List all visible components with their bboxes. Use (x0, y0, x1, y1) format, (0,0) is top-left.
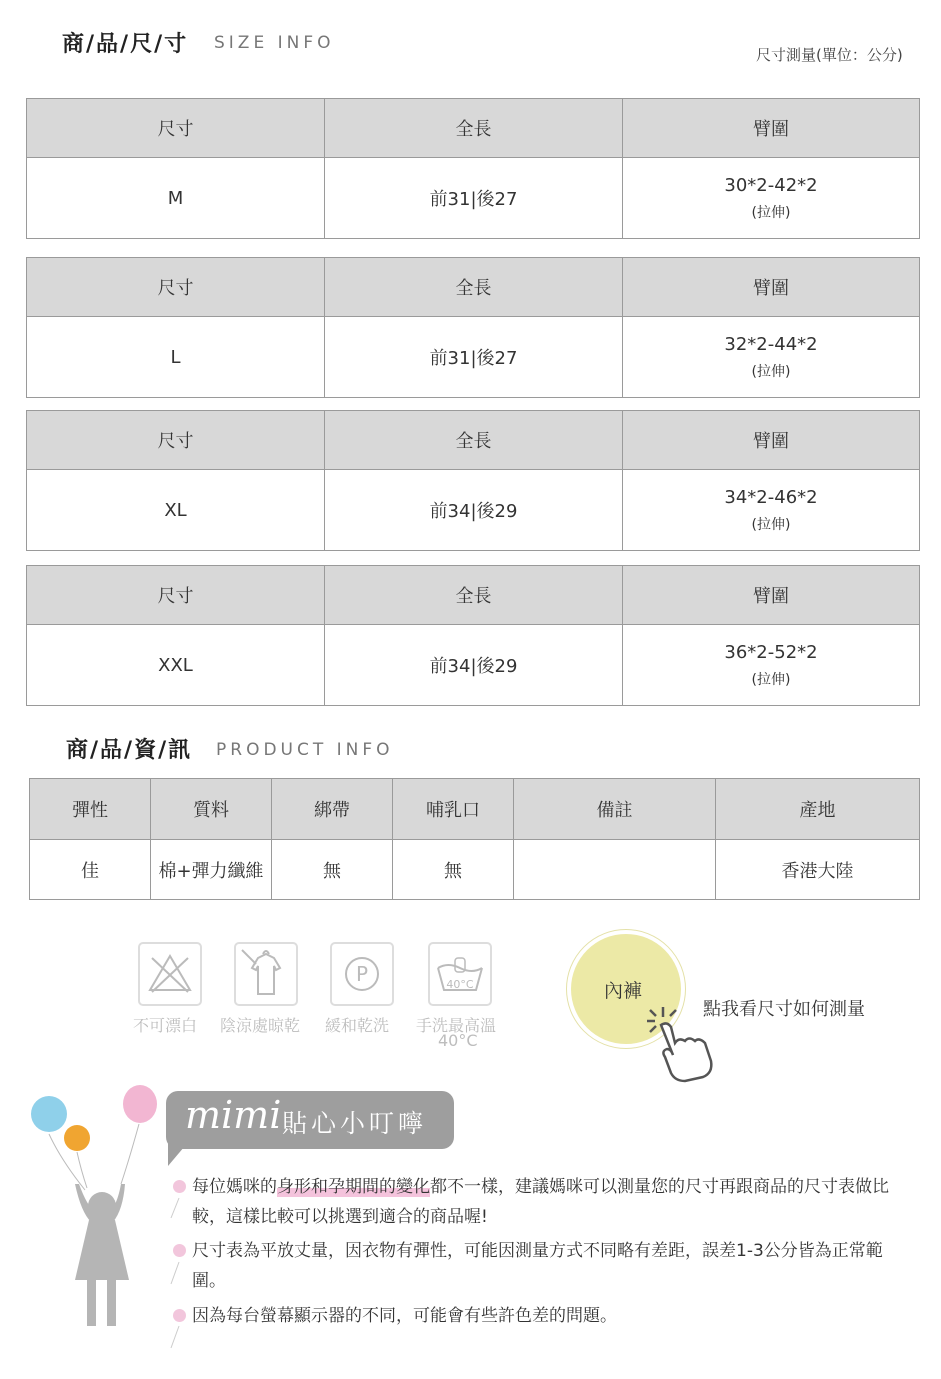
header-remarks: 備註 (514, 779, 716, 840)
balloon-girl-illustration (25, 1080, 170, 1340)
blue-balloon (31, 1096, 67, 1132)
header-length: 全長 (325, 258, 623, 317)
arm-cell (623, 625, 920, 706)
header-nursing: 哺乳口 (393, 779, 514, 840)
value-elasticity: 佳 (30, 840, 151, 900)
tip-item-2: 尺寸表為平放丈量，因衣物有彈性，可能因測量方式不同略有差距，誤差1-3公分皆為正常範圍。 (192, 1241, 883, 1291)
header-size: 尺寸 (27, 258, 325, 317)
size-title: 商/品/尺/寸 (62, 32, 189, 57)
header-length: 全長 (325, 566, 623, 625)
care-label-hand-wash: 手洗最高溫 (416, 1016, 497, 1035)
length-value: 前34|後29 (325, 625, 623, 706)
tips-brand: mimi (185, 1093, 282, 1137)
pink-balloon (123, 1085, 157, 1123)
dry-clean-symbol: P (355, 962, 369, 986)
size-value: XXL (27, 625, 325, 706)
size-table-l (26, 257, 920, 398)
arm-value: 30*2-42*2 (724, 174, 818, 196)
size-table-xl (26, 410, 920, 551)
header-arm: 臂圍 (623, 566, 920, 625)
stretch-note: (拉伸) (751, 671, 791, 688)
product-title-en: PRODUCT INFO (216, 740, 394, 760)
length-value: 前34|後29 (325, 470, 623, 551)
tip-connector-lines (165, 1190, 185, 1350)
product-info-table (29, 778, 920, 900)
header-size: 尺寸 (27, 566, 325, 625)
no-bleach-icon (138, 942, 202, 1006)
value-nursing: 無 (393, 840, 514, 900)
value-strap: 無 (272, 840, 393, 900)
arm-cell (623, 158, 920, 239)
shade-dry-icon (234, 942, 298, 1006)
arm-cell (623, 317, 920, 398)
tips-bubble-tail (168, 1140, 190, 1166)
size-value: XL (27, 470, 325, 551)
stretch-note: (拉伸) (751, 516, 791, 533)
header-origin: 產地 (716, 779, 920, 840)
tips-title: 貼心小叮嚀 (282, 1109, 428, 1138)
orange-balloon (64, 1125, 90, 1151)
hand-wash-temp-symbol: 40°C (446, 978, 474, 991)
size-value: M (27, 158, 325, 239)
header-length: 全長 (325, 411, 623, 470)
header-length: 全長 (325, 99, 623, 158)
product-title: 商/品/資/訊 (66, 738, 193, 763)
girl-silhouette (75, 1184, 129, 1326)
tip-highlight: 身形和孕期間的變化 (277, 1177, 430, 1197)
header-size: 尺寸 (27, 99, 325, 158)
stretch-note: (拉伸) (751, 363, 791, 380)
size-title-en: SIZE INFO (214, 33, 335, 53)
length-value: 前31|後27 (325, 317, 623, 398)
care-label-hand-wash-temp: 40°C (438, 1031, 478, 1050)
care-label-shade-dry: 陰涼處晾乾 (220, 1016, 301, 1035)
header-arm: 臂圍 (623, 258, 920, 317)
value-remarks (514, 840, 716, 900)
value-material: 棉+彈力纖維 (151, 840, 272, 900)
unit-note: 尺寸測量(單位：公分) (756, 46, 903, 64)
stretch-note: (拉伸) (751, 204, 791, 221)
gentle-dry-clean-icon (330, 942, 394, 1006)
arm-value: 34*2-46*2 (724, 486, 818, 508)
header-arm: 臂圍 (623, 99, 920, 158)
care-label-dry-clean: 緩和乾洗 (325, 1016, 390, 1035)
hand-wash-icon (428, 942, 492, 1006)
value-origin: 香港大陸 (716, 840, 920, 900)
size-table-xxl (26, 565, 920, 706)
header-strap: 綁帶 (272, 779, 393, 840)
tip-item-1: 每位媽咪的身形和孕期間的變化都不一樣，建議媽咪可以測量您的尺寸再跟商品的尺寸表做比較，這樣比較可以挑選到適合的商品喔! (192, 1177, 889, 1227)
arm-cell (623, 470, 920, 551)
length-value: 前31|後27 (325, 158, 623, 239)
arm-value: 32*2-44*2 (724, 333, 818, 355)
size-table-m (26, 98, 920, 239)
header-elasticity: 彈性 (30, 779, 151, 840)
header-size: 尺寸 (27, 411, 325, 470)
header-material: 質料 (151, 779, 272, 840)
tip-item-3: 因為每台螢幕顯示器的不同，可能會有些許色差的問題。 (192, 1306, 617, 1326)
measure-badge-label[interactable]: 內褲 (604, 980, 643, 1002)
care-label-no-bleach: 不可漂白 (133, 1016, 198, 1035)
size-value: L (27, 317, 325, 398)
header-arm: 臂圍 (623, 411, 920, 470)
measure-link-text[interactable]: 點我看尺寸如何測量 (703, 999, 865, 1020)
arm-value: 36*2-52*2 (724, 641, 818, 663)
